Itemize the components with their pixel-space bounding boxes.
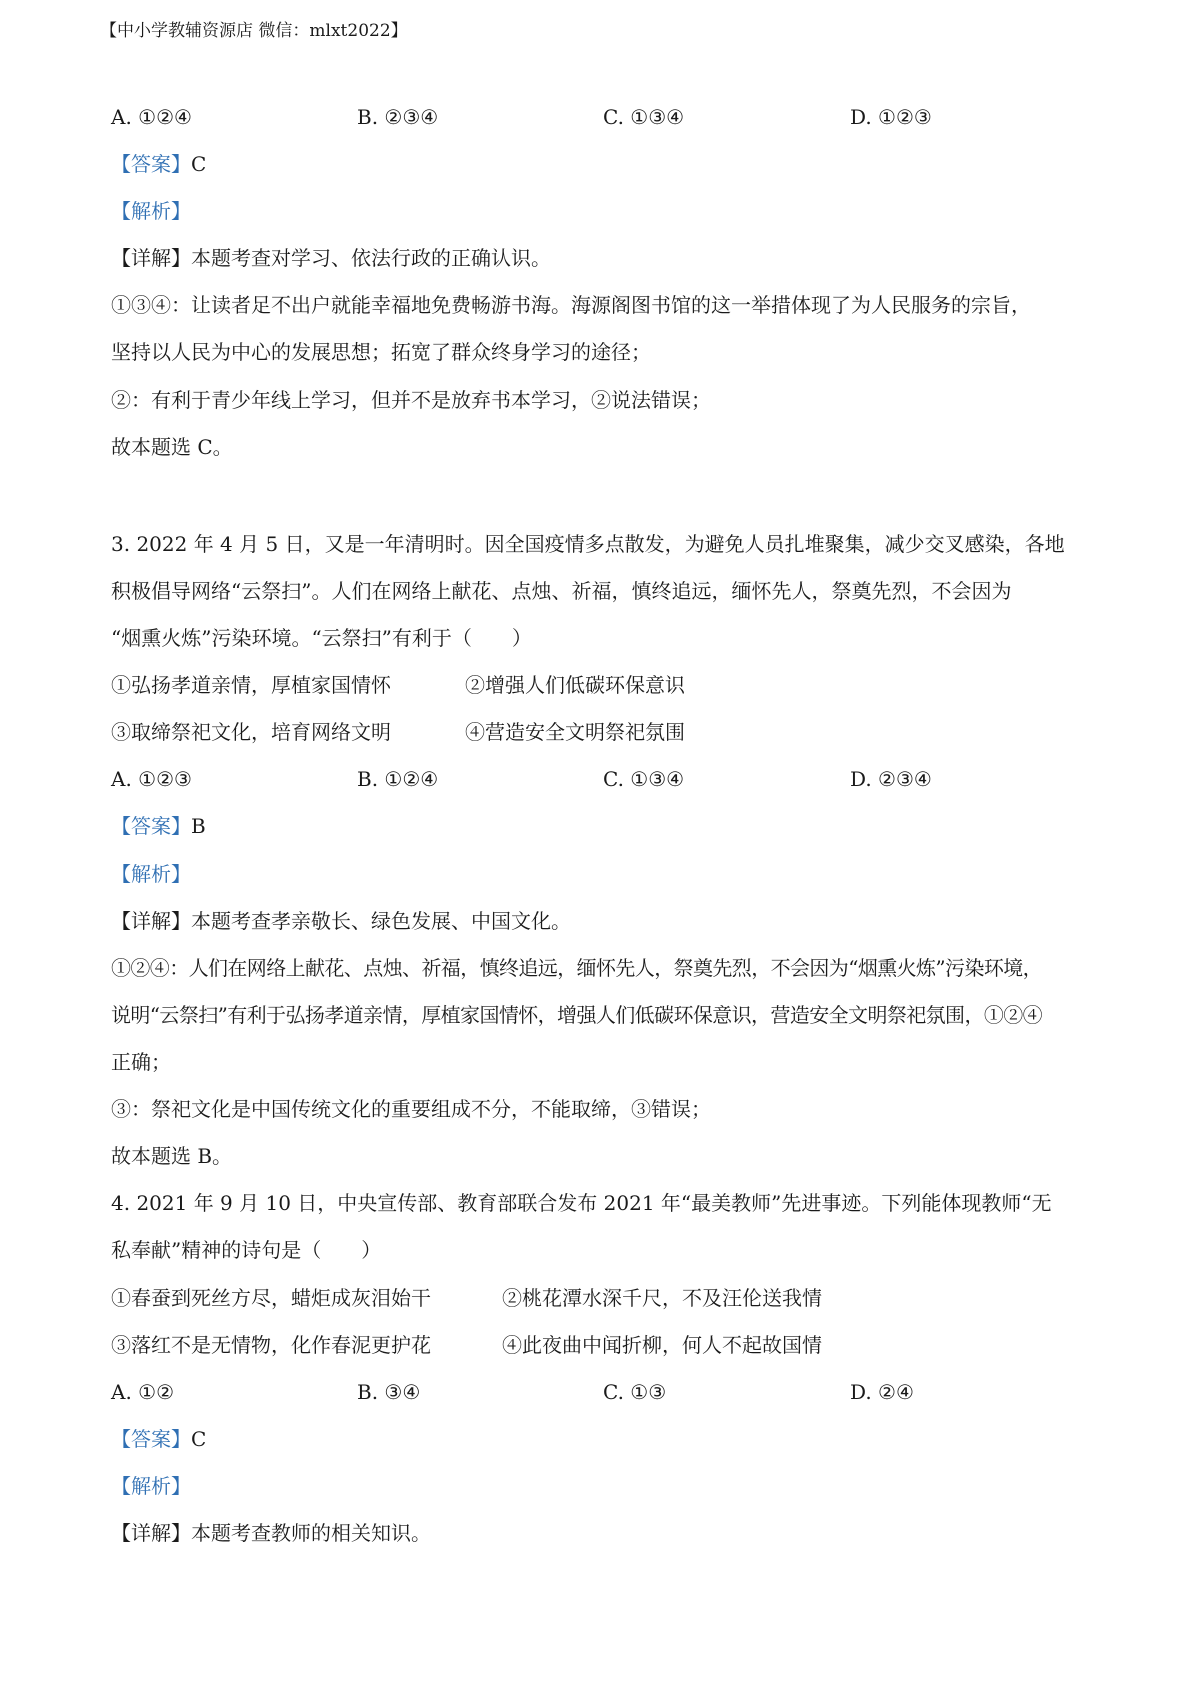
q4-item-3: ③落红不是无情物，化作春泥更护花 bbox=[111, 1333, 431, 1357]
q3-explanation-line: 说明“云祭扫”有利于弘扬孝道亲情，厚植家国情怀，增强人们低碳环保意识，营造安全文明祭祀氛围，①②④ bbox=[111, 1003, 1043, 1027]
q3-answer bbox=[111, 812, 206, 840]
q4-option-b: B. ③④ bbox=[357, 1380, 421, 1404]
q3-explanation-line: 故本题选 B。 bbox=[111, 1144, 233, 1168]
answer-tag: 【答案】 bbox=[111, 152, 191, 176]
q2-analysis-tag: 【解析】 bbox=[111, 199, 191, 223]
q3-option-c: C. ①③④ bbox=[603, 767, 685, 791]
q3-explanation-line: ①②④：人们在网络上献花、点烛、祈福，慎终追远，缅怀先人，祭奠先烈，不会因为“烟熏火炼”污染环境， bbox=[111, 956, 1043, 980]
q3-analysis-tag: 【解析】 bbox=[111, 862, 191, 886]
q2-detail bbox=[111, 244, 551, 272]
q2-explanation-line: ①③④：让读者足不出户就能幸福地免费畅游书海。海源阁图书馆的这一举措体现了为人民服务的宗旨， bbox=[111, 293, 1031, 317]
q4-analysis-tag: 【解析】 bbox=[111, 1474, 191, 1498]
q2-explanation-line: ②：有利于青少年线上学习，但并不是放弃书本学习，②说法错误； bbox=[111, 388, 711, 412]
q2-option-c: C. ①③④ bbox=[603, 105, 685, 129]
q4-item-1: ①春蚕到死丝方尽，蜡炬成灰泪始干 bbox=[111, 1286, 431, 1310]
q3-stem-line: “烟熏火炼”污染环境。“云祭扫”有利于（ ） bbox=[111, 626, 532, 650]
q2-explanation-line: 坚持以人民为中心的发展思想；拓宽了群众终身学习的途径； bbox=[111, 340, 651, 364]
q4-option-a: A. ①② bbox=[111, 1380, 175, 1404]
detail-text: 本题考查对学习、依法行政的正确认识。 bbox=[191, 246, 551, 270]
q3-item-2: ②增强人们低碳环保意识 bbox=[465, 673, 685, 697]
q3-detail bbox=[111, 907, 571, 935]
answer-tag: 【答案】 bbox=[111, 814, 191, 838]
q3-explanation-line: 正确； bbox=[111, 1050, 171, 1074]
answer-tag: 【答案】 bbox=[111, 1427, 191, 1451]
q2-option-d: D. ①②③ bbox=[850, 105, 932, 129]
detail-text: 本题考查教师的相关知识。 bbox=[191, 1521, 431, 1545]
detail-tag: 【详解】 bbox=[111, 1521, 191, 1545]
answer-value: B bbox=[191, 814, 206, 838]
detail-tag: 【详解】 bbox=[111, 246, 191, 270]
q4-detail bbox=[111, 1519, 431, 1547]
q2-answer bbox=[111, 150, 206, 178]
q2-option-b: B. ②③④ bbox=[357, 105, 439, 129]
detail-tag: 【详解】 bbox=[111, 909, 191, 933]
q3-stem-line: 积极倡导网络“云祭扫”。人们在网络上献花、点烛、祈福，慎终追远，缅怀先人，祭奠先烈，不会因为 bbox=[111, 579, 1012, 603]
page-header: 【中小学教辅资源店 微信：mlxt2022】 bbox=[100, 21, 408, 41]
q4-option-d: D. ②④ bbox=[850, 1380, 914, 1404]
answer-value: C bbox=[191, 152, 207, 176]
detail-text: 本题考查孝亲敬长、绿色发展、中国文化。 bbox=[191, 909, 571, 933]
q4-item-2: ②桃花潭水深千尺，不及汪伦送我情 bbox=[502, 1286, 822, 1310]
q4-option-c: C. ①③ bbox=[603, 1380, 667, 1404]
q3-explanation-line: ③：祭祀文化是中国传统文化的重要组成不分，不能取缔，③错误； bbox=[111, 1097, 711, 1121]
q2-explanation-line: 故本题选 C。 bbox=[111, 435, 233, 459]
answer-value: C bbox=[191, 1427, 207, 1451]
q3-option-a: A. ①②③ bbox=[111, 767, 192, 791]
q2-option-a: A. ①②④ bbox=[111, 105, 192, 129]
q3-option-d: D. ②③④ bbox=[850, 767, 932, 791]
q3-item-4: ④营造安全文明祭祀氛围 bbox=[465, 720, 685, 744]
q3-item-1: ①弘扬孝道亲情，厚植家国情怀 bbox=[111, 673, 391, 697]
q4-answer bbox=[111, 1425, 206, 1453]
q4-stem-line: 4. 2021 年 9 月 10 日，中央宣传部、教育部联合发布 2021 年“最美教师”先进事迹。下列能体现教师“无 bbox=[111, 1191, 1052, 1215]
q4-stem-line: 私奉献”精神的诗句是（ ） bbox=[111, 1238, 382, 1262]
q3-option-b: B. ①②④ bbox=[357, 767, 439, 791]
q4-item-4: ④此夜曲中闻折柳，何人不起故国情 bbox=[502, 1333, 822, 1357]
q3-item-3: ③取缔祭祀文化，培育网络文明 bbox=[111, 720, 391, 744]
q3-stem-line: 3. 2022 年 4 月 5 日，又是一年清明时。因全国疫情多点散发，为避免人员扎堆聚集，减少交叉感染，各地 bbox=[111, 532, 1065, 556]
